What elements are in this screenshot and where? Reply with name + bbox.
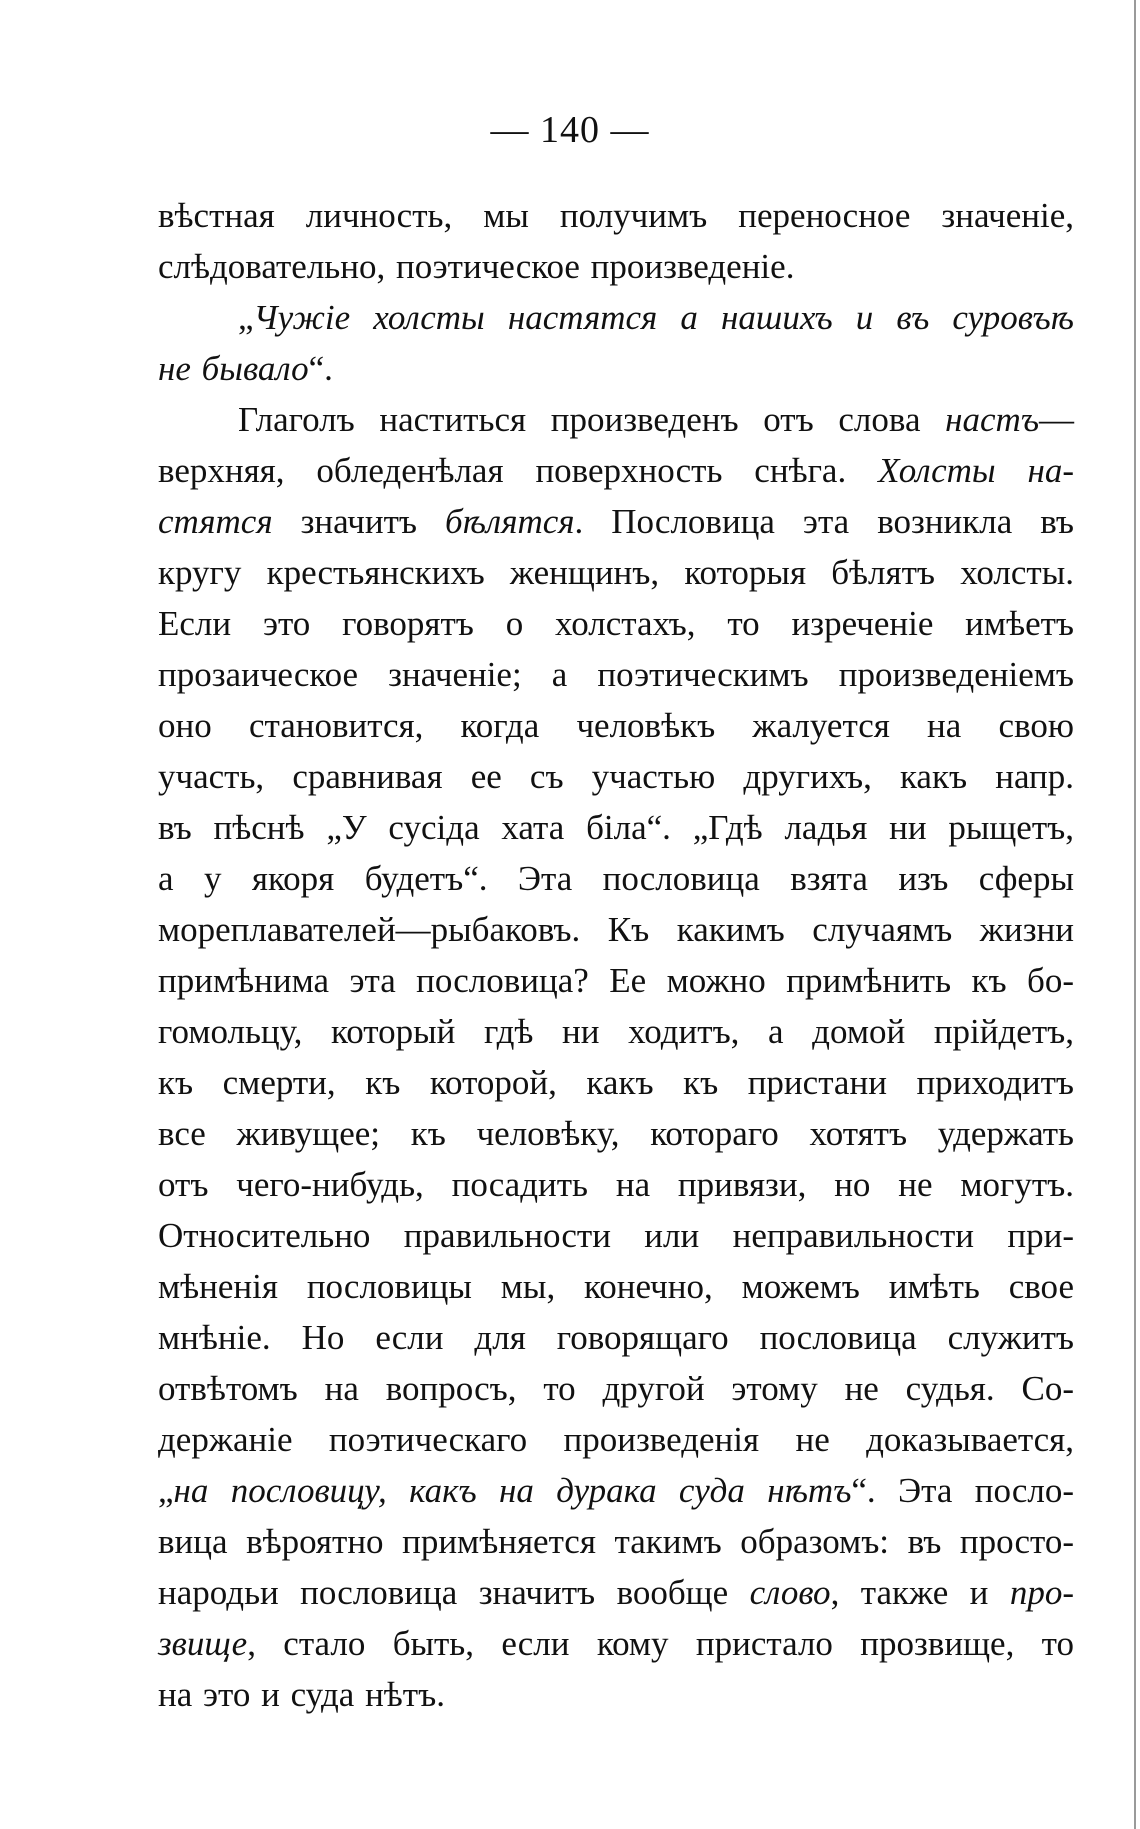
text-line	[158, 1006, 1074, 1057]
text-line	[158, 1618, 1074, 1669]
text-segment: отъ чего-нибудь, посадить на привязи, но не могутъ.	[158, 1165, 1074, 1204]
text-line	[158, 853, 1074, 904]
text-segment: „	[158, 1471, 174, 1510]
text-line	[158, 1669, 1074, 1720]
text-segment: мнѣнiе. Но если для говорящаго пословица служитъ	[158, 1318, 1074, 1357]
text-line	[158, 1516, 1074, 1567]
text-line	[158, 1108, 1074, 1159]
text-line	[158, 394, 1074, 445]
text-line	[158, 1363, 1074, 1414]
text-segment: “.	[308, 349, 333, 388]
italic-text-segment: Холсты на-	[878, 451, 1075, 490]
text-segment: Относительно правильности или неправильности при-	[158, 1216, 1074, 1255]
text-segment: на это и суда нѣтъ.	[158, 1675, 445, 1714]
text-line	[158, 1312, 1074, 1363]
text-segment: “. Эта посло-	[851, 1471, 1074, 1510]
text-segment: кругу крестьянскихъ женщинъ, которыя бѣлятъ холсты.	[158, 553, 1074, 592]
text-segment: значитъ	[272, 502, 445, 541]
text-line	[158, 1567, 1074, 1618]
text-line	[158, 955, 1074, 1006]
text-segment: прозаическое значенiе; а поэтическимъ произведенiемъ	[158, 655, 1074, 694]
text-segment: слѣдовательно, поэтическое произведенiе.	[158, 247, 795, 286]
text-line	[158, 700, 1074, 751]
text-line	[158, 649, 1074, 700]
italic-text-segment: бѣлятся	[444, 502, 575, 541]
text-segment: , стало быть, если кому пристало прозвище, то	[247, 1624, 1074, 1663]
text-line	[158, 904, 1074, 955]
text-segment: а у якоря будетъ“. Эта пословица взята изъ сферы	[158, 859, 1074, 898]
text-segment: вица вѣроятно примѣняется такимъ образомъ: въ просто-	[158, 1522, 1074, 1561]
text-segment: примѣнима эта пословица? Ее можно примѣнить къ бо-	[158, 961, 1074, 1000]
text-segment: верхняя, обледенѣлая поверхность снѣга.	[158, 451, 879, 490]
page-edge-line	[1134, 0, 1136, 1829]
italic-text-segment: слово	[749, 1573, 831, 1612]
text-line	[158, 1465, 1074, 1516]
text-segment: . Пословица эта возникла въ	[574, 502, 1075, 541]
text-segment: участь, сравнивая ее съ участью другихъ, какъ напр.	[158, 757, 1074, 796]
text-segment: держанiе поэтическаго произведенiя не доказывается,	[158, 1420, 1074, 1459]
text-line	[158, 1057, 1074, 1108]
text-segment: „	[238, 298, 254, 337]
text-line	[158, 241, 1074, 292]
text-segment: въ пѣснѣ „У сусiда хата бiла“. „Гдѣ ладья ни рыщетъ,	[158, 808, 1074, 847]
text-line	[158, 292, 1074, 343]
italic-text-segment: стятся	[158, 502, 273, 541]
text-line	[158, 751, 1074, 802]
italic-text-segment: не бывало	[158, 349, 309, 388]
italic-text-segment: звище	[158, 1624, 248, 1663]
italic-text-segment: Чужiе холсты настятся а нашихъ и въ суровъѣ	[253, 298, 1074, 337]
text-line	[158, 547, 1074, 598]
text-segment: вѣстная личность, мы получимъ переносное значенiе,	[158, 196, 1074, 235]
text-segment: мѣненiя пословицы мы, конечно, можемъ имѣть свое	[158, 1267, 1074, 1306]
text-segment: народьи пословица значитъ вообще	[158, 1573, 750, 1612]
text-line	[158, 1210, 1074, 1261]
body-text	[158, 190, 1074, 1720]
text-line	[158, 1414, 1074, 1465]
text-segment: къ смерти, къ которой, какъ къ пристани приходитъ	[158, 1063, 1074, 1102]
text-segment: мореплавателей—рыбаковъ. Къ какимъ случаямъ жизни	[158, 910, 1074, 949]
italic-text-segment: про-	[1009, 1573, 1074, 1612]
text-line	[158, 598, 1074, 649]
text-segment: , также и	[830, 1573, 1010, 1612]
text-line	[158, 1261, 1074, 1312]
text-segment: Глаголъ наститься произведенъ отъ слова	[238, 400, 946, 439]
page-number: — 140 —	[490, 109, 650, 151]
text-segment: Если это говорятъ о холстахъ, то изреченiе имѣетъ	[158, 604, 1074, 643]
text-line	[158, 1159, 1074, 1210]
text-line	[158, 343, 1074, 394]
italic-text-segment: на пословицу, какъ на дурака суда нѣтъ	[173, 1471, 852, 1510]
text-line	[158, 802, 1074, 853]
text-segment: —	[1039, 400, 1074, 439]
text-line	[158, 496, 1074, 547]
text-segment: оно становится, когда человѣкъ жалуется на свою	[158, 706, 1074, 745]
text-line	[158, 190, 1074, 241]
text-segment: гомольцу, который гдѣ ни ходитъ, а домой прiйдетъ,	[158, 1012, 1074, 1051]
italic-text-segment: настъ	[945, 400, 1039, 439]
text-line	[158, 445, 1074, 496]
text-segment: отвѣтомъ на вопросъ, то другой этому не судья. Со-	[158, 1369, 1074, 1408]
text-segment: все живущее; къ человѣку, котораго хотятъ удержать	[158, 1114, 1074, 1153]
